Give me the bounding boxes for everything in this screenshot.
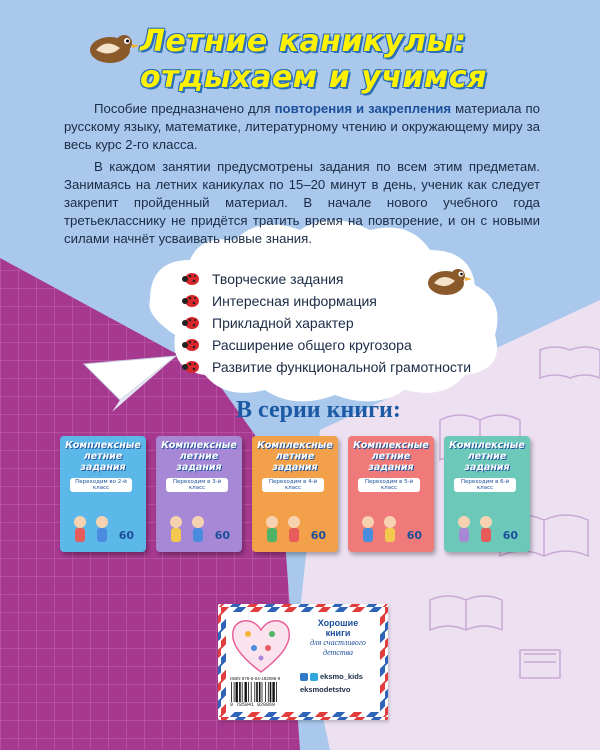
feature-item: Расширение общего кругозора (182, 334, 512, 356)
social-links (300, 670, 380, 696)
heart-logo-icon (230, 616, 292, 674)
barcode-icon (230, 682, 294, 702)
telegram-icon (310, 673, 318, 681)
series-book-cover[interactable]: Комплексные летние задания Переходим в 3-й класс 60 (156, 436, 242, 552)
ladybug-icon (182, 272, 200, 286)
book-grade-label: Переходим в 6-й класс (454, 478, 516, 492)
series-book-cover[interactable]: Комплексные летние задания Переходим в 4-й класс 60 (252, 436, 338, 552)
barcode-number: 9 785041 920869 (230, 702, 276, 708)
kids-illustration-icon (162, 512, 214, 546)
series-book-cover[interactable]: Комплексные летние задания Переходим во 2-й класс 60 (60, 436, 146, 552)
ladybug-icon (182, 316, 200, 330)
series-book-cover[interactable]: Комплексные летние задания Переходим в 5-й класс 60 (348, 436, 434, 552)
book-grade-label: Переходим во 2-й класс (70, 478, 132, 492)
book-lesson-count: 60 (310, 529, 326, 542)
social-row[interactable]: eksmo_kids (300, 670, 380, 683)
book-lesson-count: 60 (502, 529, 518, 542)
feature-item: Развитие функциональной грамотности (182, 356, 512, 378)
vk-icon (300, 673, 308, 681)
book-lesson-count: 60 (118, 529, 134, 542)
feature-item: Интересная информация (182, 290, 512, 312)
book-lesson-count: 60 (406, 529, 422, 542)
book-lesson-count: 60 (214, 529, 230, 542)
ladybug-icon (182, 338, 200, 352)
feature-item: Прикладной характер (182, 312, 512, 334)
cover-heading (140, 24, 560, 96)
kids-illustration-icon (450, 512, 502, 546)
publisher-envelope (218, 604, 388, 720)
series-book-cover[interactable]: Комплексные летние задания Переходим в 6-й класс 60 (444, 436, 530, 552)
intro-paragraph-1: Пособие предназначено для повторения и закрепления материала по русскому языку, математике, литературному чтению и окружающему миру за весь курс 2-го класса. (64, 101, 540, 152)
isbn-text: ISBN 978-5-04-192086-9 (230, 676, 281, 681)
series-books (60, 436, 560, 556)
ladybug-icon (182, 360, 200, 374)
book-grade-label: Переходим в 4-й класс (262, 478, 324, 492)
kids-illustration-icon (258, 512, 310, 546)
book-grade-label: Переходим в 3-й класс (166, 478, 228, 492)
publisher-slogan: Хорошие книги для счастливого детства (310, 618, 366, 657)
social-row[interactable]: eksmodetstvo (300, 685, 351, 694)
kids-illustration-icon (354, 512, 406, 546)
heading-line-1: Летние каникулы: (140, 24, 467, 59)
intro-paragraph-2: В каждом занятии предусмотрены задания по всем этим предметам. Занимаясь на летних каникулах по 15–20 минут в день, ученик как следует закрепит пройденный материал. В начале нового учебного года третьекласснику не придётся тратить время на повторение, и он с новыми силами начнёт усваивать новые знания. (64, 159, 540, 246)
book-grade-label: Переходим в 5-й класс (358, 478, 420, 492)
bird-icon-top (90, 35, 140, 63)
series-heading: В серии книги: (236, 397, 401, 423)
feature-list (182, 268, 512, 378)
kids-illustration-icon (66, 512, 118, 546)
feature-item: Творческие задания (182, 268, 512, 290)
heading-line-2: отдыхаем и учимся (140, 60, 487, 95)
highlight-text: повторения и закрепления (274, 101, 452, 116)
ladybug-icon (182, 294, 200, 308)
